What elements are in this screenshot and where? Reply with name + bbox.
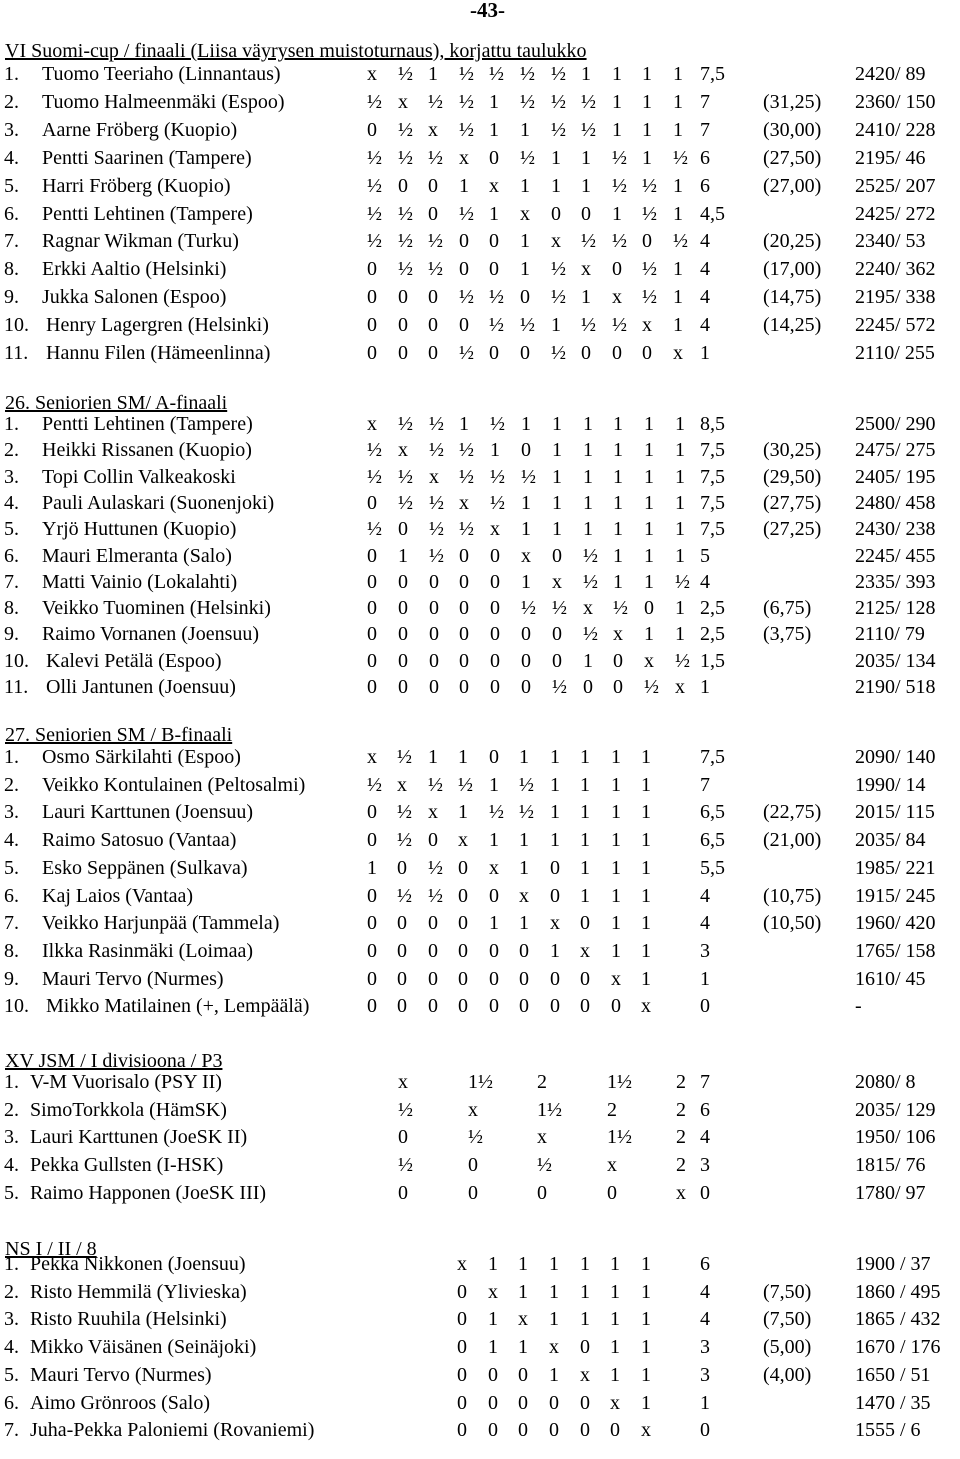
table-row: 1. Pekka Nikkonen (Joensuu) x 1 1 1 1 1 1 6 1900 / 37: [0, 1251, 960, 1278]
player-rating: 2195/ 46: [855, 147, 926, 169]
player-rank: 2.: [4, 774, 19, 796]
tiebreak-score: (20,25): [763, 230, 822, 252]
tiebreak-score: (27,00): [763, 175, 822, 197]
player-name: Pentti Saarinen (Tampere): [42, 147, 252, 169]
tiebreak-score: (30,00): [763, 119, 822, 141]
player-rating: 2125/ 128: [855, 597, 936, 619]
total-points: 4: [700, 286, 710, 308]
player-name: Lauri Karttunen (JoeSK II): [30, 1126, 248, 1148]
tiebreak-score: (10,75): [763, 885, 822, 907]
tiebreak-score: (3,75): [763, 623, 812, 645]
tiebreak-score: (6,75): [763, 597, 812, 619]
section-title: 26. Seniorien SM/ A-finaali: [5, 392, 228, 414]
total-points: 5: [700, 545, 710, 567]
player-name: Mikko Matilainen (+, Lempäälä): [46, 995, 310, 1017]
total-points: 3: [700, 1364, 710, 1386]
table-row: 2. Veikko Kontulainen (Peltosalmi) ½ x ½ ½ 1 ½ 1 1 1 1 7 1990/ 14: [0, 772, 960, 799]
table-row: 7. Matti Vainio (Lokalahti) 0 0 0 0 0 1 x ½ 1 1 ½ 4 2335/ 393: [0, 569, 960, 596]
total-points: 4: [700, 1126, 710, 1148]
player-name: Ragnar Wikman (Turku): [42, 230, 239, 252]
player-rank: 6.: [4, 545, 19, 567]
player-name: Heikki Rissanen (Kuopio): [42, 439, 252, 461]
table-row: 5. Yrjö Huttunen (Kuopio) ½ 0 ½ ½ x 1 1 1 1 1 1 7,5 (27,25) 2430/ 238: [0, 516, 960, 543]
player-rating: 1990/ 14: [855, 774, 926, 796]
player-name: Tuomo Teeriaho (Linnantaus): [42, 63, 281, 85]
total-points: 1: [700, 342, 710, 364]
player-rating: 1470 / 35: [855, 1392, 931, 1414]
tiebreak-score: (5,00): [763, 1336, 812, 1358]
player-rating: 2195/ 338: [855, 286, 936, 308]
player-name: Kaj Laios (Vantaa): [42, 885, 194, 907]
tiebreak-score: (29,50): [763, 466, 822, 488]
player-rating: 1985/ 221: [855, 857, 936, 879]
tiebreak-score: (27,25): [763, 518, 822, 540]
player-rank: 8.: [4, 940, 19, 962]
player-name: Kalevi Petälä (Espoo): [46, 650, 222, 672]
player-rank: 4.: [4, 147, 19, 169]
total-points: 4,5: [700, 203, 725, 225]
total-points: 7: [700, 1071, 710, 1093]
player-rank: 8.: [4, 597, 19, 619]
player-name: Pentti Lehtinen (Tampere): [42, 413, 253, 435]
player-name: Erkki Aaltio (Helsinki): [42, 258, 227, 280]
player-rating: 1555 / 6: [855, 1419, 921, 1441]
player-rating: 2090/ 140: [855, 746, 936, 768]
table-row: 5. Mauri Tervo (Nurmes) 0 0 0 1 x 1 1 3 (4,00) 1650 / 51: [0, 1362, 960, 1389]
table-row: 5. Harri Fröberg (Kuopio) ½ 0 0 1 x 1 1 1 ½ ½ 1 6 (27,00) 2525/ 207: [0, 173, 960, 200]
total-points: 1,5: [700, 650, 725, 672]
player-name: Harri Fröberg (Kuopio): [42, 175, 231, 197]
player-rank: 3.: [4, 119, 19, 141]
total-points: 3: [700, 1336, 710, 1358]
section-title: VI Suomi-cup / finaali (Liisa väyrysen muistoturnaus), korjattu taulukko: [5, 40, 587, 62]
total-points: 0: [700, 1182, 710, 1204]
player-rank: 9.: [4, 623, 19, 645]
player-rating: 2420/ 89: [855, 63, 926, 85]
total-points: 7,5: [700, 439, 725, 461]
total-points: 6,5: [700, 801, 725, 823]
tiebreak-score: (21,00): [763, 829, 822, 851]
section-title: 27. Seniorien SM / B-finaali: [5, 724, 233, 746]
player-rating: 2500/ 290: [855, 413, 936, 435]
total-points: 4: [700, 230, 710, 252]
total-points: 8,5: [700, 413, 725, 435]
player-name: Risto Ruuhila (Helsinki): [30, 1308, 227, 1330]
total-points: 3: [700, 1154, 710, 1176]
table-row: 4. Pentti Saarinen (Tampere) ½ ½ ½ x 0 ½ 1 1 ½ 1 ½ 6 (27,50) 2195/ 46: [0, 145, 960, 172]
player-name: Yrjö Huttunen (Kuopio): [42, 518, 237, 540]
table-row: 6. Pentti Lehtinen (Tampere) ½ ½ 0 ½ 1 x 0 0 1 ½ 1 4,5 2425/ 272: [0, 201, 960, 228]
table-row: 6. Kaj Laios (Vantaa) 0 ½ ½ 0 0 x 0 1 1 1 4 (10,75) 1915/ 245: [0, 883, 960, 910]
player-rating: 1765/ 158: [855, 940, 936, 962]
player-name: Raimo Vornanen (Joensuu): [42, 623, 260, 645]
player-rating: 1960/ 420: [855, 912, 936, 934]
player-name: Pentti Lehtinen (Tampere): [42, 203, 253, 225]
table-row: 3. Aarne Fröberg (Kuopio) 0 ½ x ½ 1 1 ½ ½ 1 1 1 7 (30,00) 2410/ 228: [0, 117, 960, 144]
total-points: 7: [700, 119, 710, 141]
table-row: 3. Lauri Karttunen (JoeSK II) 0 ½ x 1½ 2 4 1950/ 106: [0, 1124, 960, 1151]
player-name: Pekka Nikkonen (Joensuu): [30, 1253, 246, 1275]
table-row: 1. Pentti Lehtinen (Tampere) x ½ ½ 1 ½ 1 1 1 1 1 1 8,5 2500/ 290: [0, 411, 960, 438]
player-rating: 1860 / 495: [855, 1281, 941, 1303]
tiebreak-score: (7,50): [763, 1308, 812, 1330]
player-rank: 4.: [4, 1154, 19, 1176]
player-name: SimoTorkkola (HämSK): [30, 1099, 227, 1121]
total-points: 7,5: [700, 466, 725, 488]
total-points: 7,5: [700, 63, 725, 85]
player-rank: 7.: [4, 230, 19, 252]
player-name: Risto Hemmilä (Ylivieska): [30, 1281, 247, 1303]
total-points: 1: [700, 1392, 710, 1414]
player-name: Hannu Filen (Hämeenlinna): [46, 342, 271, 364]
player-rating: 2430/ 238: [855, 518, 936, 540]
total-points: 6: [700, 1099, 710, 1121]
player-rank: 7.: [4, 1419, 19, 1441]
total-points: 4: [700, 571, 710, 593]
player-rating: 2475/ 275: [855, 439, 936, 461]
player-rank: 3.: [4, 1308, 19, 1330]
section-title: XV JSM / I divisioona / P3: [5, 1050, 223, 1072]
player-rating: 1815/ 76: [855, 1154, 926, 1176]
player-name: Veikko Kontulainen (Peltosalmi): [42, 774, 306, 796]
table-row: 1. V-M Vuorisalo (PSY II) x 1½ 2 1½ 2 7 2080/ 8: [0, 1069, 960, 1096]
player-rating: 1950/ 106: [855, 1126, 936, 1148]
player-name: Raimo Satosuo (Vantaa): [42, 829, 237, 851]
player-rank: 7.: [4, 571, 19, 593]
player-rank: 5.: [4, 1364, 19, 1386]
player-rank: 3.: [4, 801, 19, 823]
table-row: 10. Mikko Matilainen (+, Lempäälä) 0 0 0 0 0 0 0 0 0 x 0 -: [0, 993, 960, 1020]
player-name: Mauri Tervo (Nurmes): [42, 968, 224, 990]
player-name: V-M Vuorisalo (PSY II): [30, 1071, 222, 1093]
player-rank: 1.: [4, 63, 19, 85]
table-row: 7. Veikko Harjunpää (Tammela) 0 0 0 0 1 1 x 0 1 1 4 (10,50) 1960/ 420: [0, 910, 960, 937]
total-points: 4: [700, 1281, 710, 1303]
player-rating: 2035/ 134: [855, 650, 936, 672]
player-rating: 2525/ 207: [855, 175, 936, 197]
total-points: 7: [700, 774, 710, 796]
table-row: 4. Pauli Aulaskari (Suonenjoki) 0 ½ ½ x ½ 1 1 1 1 1 1 7,5 (27,75) 2480/ 458: [0, 490, 960, 517]
player-rating: 2340/ 53: [855, 230, 926, 252]
player-name: Veikko Harjunpää (Tammela): [42, 912, 280, 934]
tiebreak-score: (17,00): [763, 258, 822, 280]
player-rating: 1670 / 176: [855, 1336, 941, 1358]
player-rating: 2245/ 455: [855, 545, 936, 567]
player-rank: 5.: [4, 857, 19, 879]
table-row: 4. Pekka Gullsten (I-HSK) ½ 0 ½ x 2 3 1815/ 76: [0, 1152, 960, 1179]
player-rank: 3.: [4, 466, 19, 488]
total-points: 1: [700, 968, 710, 990]
player-name: Veikko Tuominen (Helsinki): [42, 597, 271, 619]
player-rating: 1915/ 245: [855, 885, 936, 907]
total-points: 6: [700, 175, 710, 197]
player-rank: 10.: [4, 650, 29, 672]
player-rank: 2.: [4, 1281, 19, 1303]
player-rating: 2190/ 518: [855, 676, 936, 698]
tiebreak-score: (4,00): [763, 1364, 812, 1386]
player-name: Pauli Aulaskari (Suonenjoki): [42, 492, 275, 514]
player-name: Mikko Väisänen (Seinäjoki): [30, 1336, 257, 1358]
player-rank: 9.: [4, 968, 19, 990]
player-name: Topi Collin Valkeakoski: [42, 466, 236, 488]
tiebreak-score: (14,75): [763, 286, 822, 308]
player-name: Pekka Gullsten (I-HSK): [30, 1154, 224, 1176]
player-name: Olli Jantunen (Joensuu): [46, 676, 236, 698]
tiebreak-score: (31,25): [763, 91, 822, 113]
player-rating: 1650 / 51: [855, 1364, 931, 1386]
player-rating: 2035/ 129: [855, 1099, 936, 1121]
player-rank: 6.: [4, 203, 19, 225]
tiebreak-score: (22,75): [763, 801, 822, 823]
table-row: 10. Henry Lagergren (Helsinki) 0 0 0 0 ½ ½ 1 ½ ½ x 1 4 (14,25) 2245/ 572: [0, 312, 960, 339]
player-rating: 2425/ 272: [855, 203, 936, 225]
table-row: 11. Hannu Filen (Hämeenlinna) 0 0 0 ½ 0 0 ½ 0 0 0 x 1 2110/ 255: [0, 340, 960, 367]
player-rating: 2110/ 79: [855, 623, 925, 645]
total-points: 5,5: [700, 857, 725, 879]
player-name: Mauri Tervo (Nurmes): [30, 1364, 212, 1386]
table-row: 5. Raimo Happonen (JoeSK III) 0 0 0 0 x 0 1780/ 97: [0, 1180, 960, 1207]
player-rating: 2080/ 8: [855, 1071, 916, 1093]
total-points: 4: [700, 885, 710, 907]
player-name: Aimo Grönroos (Salo): [30, 1392, 210, 1414]
player-rating: 2240/ 362: [855, 258, 936, 280]
player-rank: 6.: [4, 885, 19, 907]
table-row: 11. Olli Jantunen (Joensuu) 0 0 0 0 0 0 ½ 0 0 ½ x 1 2190/ 518: [0, 674, 960, 701]
table-row: 10. Kalevi Petälä (Espoo) 0 0 0 0 0 0 0 1 0 x ½ 1,5 2035/ 134: [0, 648, 960, 675]
total-points: 6: [700, 1253, 710, 1275]
table-row: 5. Esko Seppänen (Sulkava) 1 0 ½ 0 x 1 0 1 1 1 5,5 1985/ 221: [0, 855, 960, 882]
player-rank: 8.: [4, 258, 19, 280]
table-row: 1. Tuomo Teeriaho (Linnantaus) x ½ 1 ½ ½ ½ ½ 1 1 1 1 7,5 2420/ 89: [0, 61, 960, 88]
player-rank: 4.: [4, 829, 19, 851]
player-rank: 4.: [4, 1336, 19, 1358]
table-row: 8. Veikko Tuominen (Helsinki) 0 0 0 0 0 ½ ½ x ½ 0 1 2,5 (6,75) 2125/ 128: [0, 595, 960, 622]
table-row: 1. Osmo Särkilahti (Espoo) x ½ 1 1 0 1 1 1 1 1 7,5 2090/ 140: [0, 744, 960, 771]
player-rank: 9.: [4, 286, 19, 308]
player-name: Ilkka Rasinmäki (Loimaa): [42, 940, 254, 962]
player-rating: 2335/ 393: [855, 571, 936, 593]
table-row: 8. Ilkka Rasinmäki (Loimaa) 0 0 0 0 0 0 1 x 1 1 3 1765/ 158: [0, 938, 960, 965]
total-points: 7,5: [700, 518, 725, 540]
page-number: -43-: [470, 0, 505, 22]
tiebreak-score: (27,50): [763, 147, 822, 169]
table-row: 6. Aimo Grönroos (Salo) 0 0 0 0 0 x 1 1 1470 / 35: [0, 1390, 960, 1417]
table-row: 7. Ragnar Wikman (Turku) ½ ½ ½ 0 0 1 x ½ ½ 0 ½ 4 (20,25) 2340/ 53: [0, 228, 960, 255]
total-points: 6,5: [700, 829, 725, 851]
player-rank: 2.: [4, 1099, 19, 1121]
player-rating: 2035/ 84: [855, 829, 926, 851]
player-rank: 1.: [4, 1071, 19, 1093]
player-name: Jukka Salonen (Espoo): [42, 286, 227, 308]
player-rank: 2.: [4, 91, 19, 113]
tiebreak-score: (30,25): [763, 439, 822, 461]
player-rank: 10.: [4, 995, 29, 1017]
total-points: 1: [700, 676, 710, 698]
total-points: 7,5: [700, 492, 725, 514]
player-rating: 2015/ 115: [855, 801, 935, 823]
player-rating: 1610/ 45: [855, 968, 926, 990]
player-rating: 2360/ 150: [855, 91, 936, 113]
player-rank: 10.: [4, 314, 29, 336]
player-name: Aarne Fröberg (Kuopio): [42, 119, 238, 141]
table-row: 3. Lauri Karttunen (Joensuu) 0 ½ x 1 ½ ½ 1 1 1 1 6,5 (22,75) 2015/ 115: [0, 799, 960, 826]
player-rating: 2110/ 255: [855, 342, 935, 364]
table-row: 2. Tuomo Halmeenmäki (Espoo) ½ x ½ ½ 1 ½ ½ ½ 1 1 1 7 (31,25) 2360/ 150: [0, 89, 960, 116]
player-rank: 1.: [4, 746, 19, 768]
player-rank: 7.: [4, 912, 19, 934]
table-row: 6. Mauri Elmeranta (Salo) 0 1 ½ 0 0 x 0 ½ 1 1 1 5 2245/ 455: [0, 543, 960, 570]
player-rank: 1.: [4, 413, 19, 435]
total-points: 0: [700, 1419, 710, 1441]
player-rank: 4.: [4, 492, 19, 514]
player-rating: 1900 / 37: [855, 1253, 931, 1275]
total-points: 2,5: [700, 623, 725, 645]
player-name: Mauri Elmeranta (Salo): [42, 545, 232, 567]
total-points: 4: [700, 1308, 710, 1330]
player-rank: 5.: [4, 175, 19, 197]
table-row: 3. Risto Ruuhila (Helsinki) 0 1 x 1 1 1 1 4 (7,50) 1865 / 432: [0, 1306, 960, 1333]
player-name: Osmo Särkilahti (Espoo): [42, 746, 241, 768]
section-title: NS I / II / 8: [5, 1238, 97, 1260]
player-rank: 11.: [4, 676, 29, 698]
total-points: 3: [700, 940, 710, 962]
player-rank: 5.: [4, 1182, 19, 1204]
player-rank: 11.: [4, 342, 29, 364]
player-rating: 2410/ 228: [855, 119, 936, 141]
player-rank: 6.: [4, 1392, 19, 1414]
player-rank: 5.: [4, 518, 19, 540]
player-rating: 1865 / 432: [855, 1308, 941, 1330]
total-points: 7,5: [700, 746, 725, 768]
table-row: 2. SimoTorkkola (HämSK) ½ x 1½ 2 2 6 2035/ 129: [0, 1097, 960, 1124]
table-row: 9. Mauri Tervo (Nurmes) 0 0 0 0 0 0 0 0 x 1 1 1610/ 45: [0, 966, 960, 993]
player-name: Henry Lagergren (Helsinki): [46, 314, 269, 336]
player-rating: -: [855, 995, 862, 1017]
player-rating: 1780/ 97: [855, 1182, 926, 1204]
table-row: 8. Erkki Aaltio (Helsinki) 0 ½ ½ 0 0 1 ½ x 0 ½ 1 4 (17,00) 2240/ 362: [0, 256, 960, 283]
player-name: Lauri Karttunen (Joensuu): [42, 801, 254, 823]
player-name: Tuomo Halmeenmäki (Espoo): [42, 91, 285, 113]
table-row: 9. Raimo Vornanen (Joensuu) 0 0 0 0 0 0 0 ½ x 1 1 2,5 (3,75) 2110/ 79: [0, 621, 960, 648]
table-row: 4. Raimo Satosuo (Vantaa) 0 ½ 0 x 1 1 1 1 1 1 6,5 (21,00) 2035/ 84: [0, 827, 960, 854]
total-points: 2,5: [700, 597, 725, 619]
tiebreak-score: (10,50): [763, 912, 822, 934]
player-rank: 3.: [4, 1126, 19, 1148]
table-row: 2. Risto Hemmilä (Ylivieska) 0 x 1 1 1 1 1 4 (7,50) 1860 / 495: [0, 1279, 960, 1306]
table-row: 3. Topi Collin Valkeakoski ½ ½ x ½ ½ ½ 1 1 1 1 1 7,5 (29,50) 2405/ 195: [0, 464, 960, 491]
total-points: 0: [700, 995, 710, 1017]
table-row: 9. Jukka Salonen (Espoo) 0 0 0 ½ ½ 0 ½ 1 x ½ 1 4 (14,75) 2195/ 338: [0, 284, 960, 311]
player-rating: 2245/ 572: [855, 314, 936, 336]
table-row: 7. Juha-Pekka Paloniemi (Rovaniemi) 0 0 0 0 0 0 x 0 1555 / 6: [0, 1417, 960, 1444]
total-points: 7: [700, 91, 710, 113]
total-points: 4: [700, 314, 710, 336]
total-points: 6: [700, 147, 710, 169]
player-rank: 1.: [4, 1253, 19, 1275]
total-points: 4: [700, 912, 710, 934]
player-rating: 2405/ 195: [855, 466, 936, 488]
tiebreak-score: (14,25): [763, 314, 822, 336]
player-name: Juha-Pekka Paloniemi (Rovaniemi): [30, 1419, 315, 1441]
tiebreak-score: (7,50): [763, 1281, 812, 1303]
table-row: 2. Heikki Rissanen (Kuopio) ½ x ½ ½ 1 0 1 1 1 1 1 7,5 (30,25) 2475/ 275: [0, 437, 960, 464]
total-points: 4: [700, 258, 710, 280]
player-name: Raimo Happonen (JoeSK III): [30, 1182, 267, 1204]
player-name: Matti Vainio (Lokalahti): [42, 571, 238, 593]
player-rating: 2480/ 458: [855, 492, 936, 514]
player-rank: 2.: [4, 439, 19, 461]
tiebreak-score: (27,75): [763, 492, 822, 514]
table-row: 4. Mikko Väisänen (Seinäjoki) 0 1 1 x 0 1 1 3 (5,00) 1670 / 176: [0, 1334, 960, 1361]
player-name: Esko Seppänen (Sulkava): [42, 857, 248, 879]
